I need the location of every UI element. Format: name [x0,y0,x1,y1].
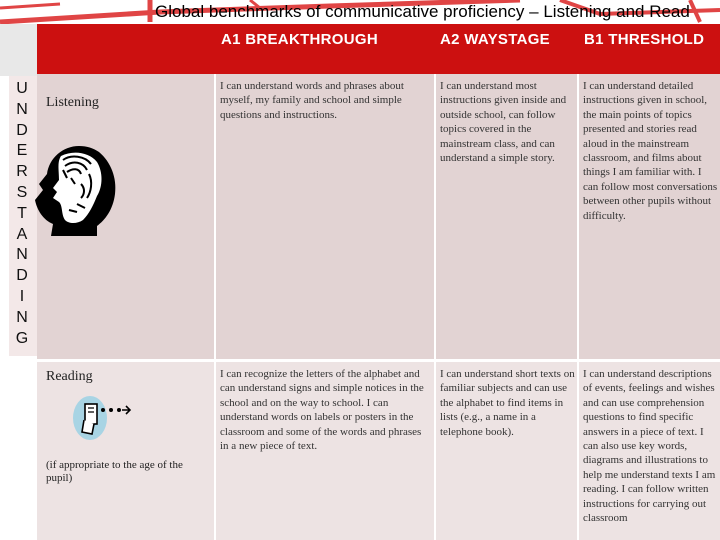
row-divider [37,359,720,362]
side-label-letter: E [16,142,28,160]
side-label-letter: A [16,225,28,243]
reading-note: (if appropriate to the age of the pupil) [46,459,183,484]
side-label-letter: T [17,204,27,222]
side-label-letter: D [16,267,28,285]
column-divider [434,74,436,540]
column-header-a1: A1 BREAKTHROUGH [221,31,379,48]
side-label-letter: D [16,121,28,139]
side-label-letter: N [16,100,28,118]
cell-reading-a2: I can understand short texts on familiar subjects and can use the alphabet to find items in lists (e.g., a name in a telephone book). [440,368,575,438]
side-label-letter: R [16,163,28,181]
skill-label-listening: Listening [46,95,99,110]
column-header-a2: A2 WAYSTAGE [440,31,550,48]
skill-label-reading: Reading [46,369,93,384]
cell-listening-a2: I can understand most instructions given inside and outside school, can follow topics covered in the mainstream class, and can understand a simple story. [440,80,567,165]
cell-listening-b1: I can understand detailed instructions given in school, the main points of topics presented and stories read aloud in the mainstream classroom, and films about things I am familiar with. I can follow most conversations between other pupils without difficulty. [583,80,718,222]
column-divider [214,74,216,540]
page-title: Global benchmarks of communicative proficiency – Listening and Read [155,2,690,21]
side-label-letter: S [16,183,28,201]
reading-eye-icon [70,392,134,444]
side-label-letter: N [16,308,28,326]
side-label-understanding [11,79,33,349]
cell-listening-a1: I can understand words and phrases about myself, my family and school and simple questions and instructions. [220,80,404,121]
side-label-letter: I [19,287,25,305]
side-label-letter: U [16,80,28,97]
cell-reading-b1: I can understand descriptions of events, feelings and wishes and can use comprehension questions to find specific answers in a piece of text. I can also use key words, diagrams and illustrations to help me understand texts I am reading. I can follow written instructions for carrying out classroom [583,368,716,525]
side-label-letter: N [16,246,28,264]
head-profile-icon [33,140,119,238]
column-divider [577,74,579,540]
cell-reading-a1: I can recognize the letters of the alphabet and can understand signs and simple notices in the school and on the way to school. I can understand words on labels or posters in the classroom and some of the words and phrases in a new piece of text. [220,368,424,453]
side-label-letter: G [15,329,29,347]
column-header-b1: B1 THRESHOLD [584,31,705,48]
